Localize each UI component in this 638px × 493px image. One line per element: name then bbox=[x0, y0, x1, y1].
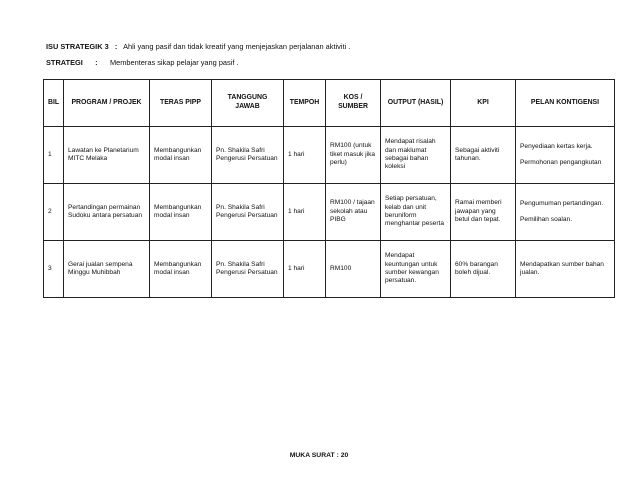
pelan-item: Pemilihan soalan. bbox=[520, 216, 573, 223]
isu-label: ISU STRATEGIK 3 bbox=[46, 42, 109, 51]
header-kos: KOS / SUMBER bbox=[326, 80, 381, 127]
cell-bil: 1 bbox=[44, 127, 64, 184]
cell-bil: 3 bbox=[44, 241, 64, 298]
cell-tempoh: 1 hari bbox=[284, 127, 326, 184]
page-number-footer: MUKA SURAT : 20 bbox=[289, 452, 349, 459]
cell-bil: 2 bbox=[44, 184, 64, 241]
header-tempoh: TEMPOH bbox=[284, 80, 326, 127]
cell-tanggung: Pn. Shakila Safri Pengerusi Persatuan bbox=[212, 184, 284, 241]
pelan-item: Permohonan pengangkutan bbox=[520, 159, 602, 166]
cell-output: Mendapat keuntungan untuk sumber kewangan persatuan. bbox=[381, 241, 451, 298]
cell-pelan bbox=[516, 127, 615, 184]
strategi-label: STRATEGI bbox=[46, 58, 83, 67]
strategi-sep: : bbox=[95, 58, 98, 67]
cell-tempoh: 1 hari bbox=[284, 184, 326, 241]
cell-program: Pertandingan permainan Sudoku antara persatuan bbox=[64, 184, 150, 241]
pelan-item: Penyediaan kertas kerja. bbox=[520, 142, 593, 150]
header-program: PROGRAM / PROJEK bbox=[64, 80, 150, 127]
cell-kpi: Ramai memberi jawapan yang betul dan tepat. bbox=[451, 184, 516, 241]
cell-teras: Membangunkan modal insan bbox=[150, 241, 212, 298]
table-row bbox=[44, 241, 615, 298]
cell-pelan bbox=[516, 241, 615, 298]
header-kpi: KPI bbox=[451, 80, 516, 127]
isu-sep: : bbox=[114, 42, 118, 51]
cell-teras: Membangunkan modal insan bbox=[150, 127, 212, 184]
header-pelan: PELAN KONTIGENSI bbox=[516, 80, 615, 127]
cell-tempoh: 1 hari bbox=[284, 241, 326, 298]
cell-kpi: Sebagai aktiviti tahunan. bbox=[451, 127, 516, 184]
cell-kpi: 60% barangan boleh dijual. bbox=[451, 241, 516, 298]
header-teras: TERAS PIPP bbox=[150, 80, 212, 127]
isu-strategik-line bbox=[46, 42, 350, 51]
pelan-item: Pengumuman pertandingan. bbox=[520, 199, 604, 207]
cell-program: Lawatan ke Planetarium MITC Melaka bbox=[64, 127, 150, 184]
cell-kos: RM100 / tajaan sekolah atau PIBG bbox=[326, 184, 381, 241]
table-row bbox=[44, 184, 615, 241]
table-header-row bbox=[44, 80, 615, 127]
header-tanggung: TANGGUNG JAWAB bbox=[212, 80, 284, 127]
header-bil: BIL bbox=[44, 80, 64, 127]
cell-teras: Membangunkan modal insan bbox=[150, 184, 212, 241]
cell-output: Setiap persatuan, kelab dan unit beruniform menghantar peserta bbox=[381, 184, 451, 241]
cell-kos: RM100 bbox=[326, 241, 381, 298]
table-row bbox=[44, 127, 615, 184]
strategy-table bbox=[43, 79, 615, 298]
pelan-item: Mendapatkan sumber bahan jualan. bbox=[520, 260, 604, 276]
cell-program: Gerai jualan sempena Minggu Muhibbah bbox=[64, 241, 150, 298]
cell-tanggung: Pn. Shakila Safri Pengerusi Persatuan bbox=[212, 127, 284, 184]
header-output: OUTPUT (HASIL) bbox=[381, 80, 451, 127]
cell-output: Mendapat risalah dan maklumat sebagai bahan koleksi bbox=[381, 127, 451, 184]
strategi-line bbox=[46, 58, 239, 67]
strategi-text: Membenteras sikap pelajar yang pasif . bbox=[109, 58, 239, 67]
cell-pelan bbox=[516, 184, 615, 241]
cell-tanggung: Pn. Shakila Safri Pengerusi Persatuan bbox=[212, 241, 284, 298]
cell-kos: RM100 (untuk tiket masuk jika perlu) bbox=[326, 127, 381, 184]
isu-text: Ahli yang pasif dan tidak kreatif yang menjejaskan perjalanan aktiviti . bbox=[123, 42, 351, 51]
